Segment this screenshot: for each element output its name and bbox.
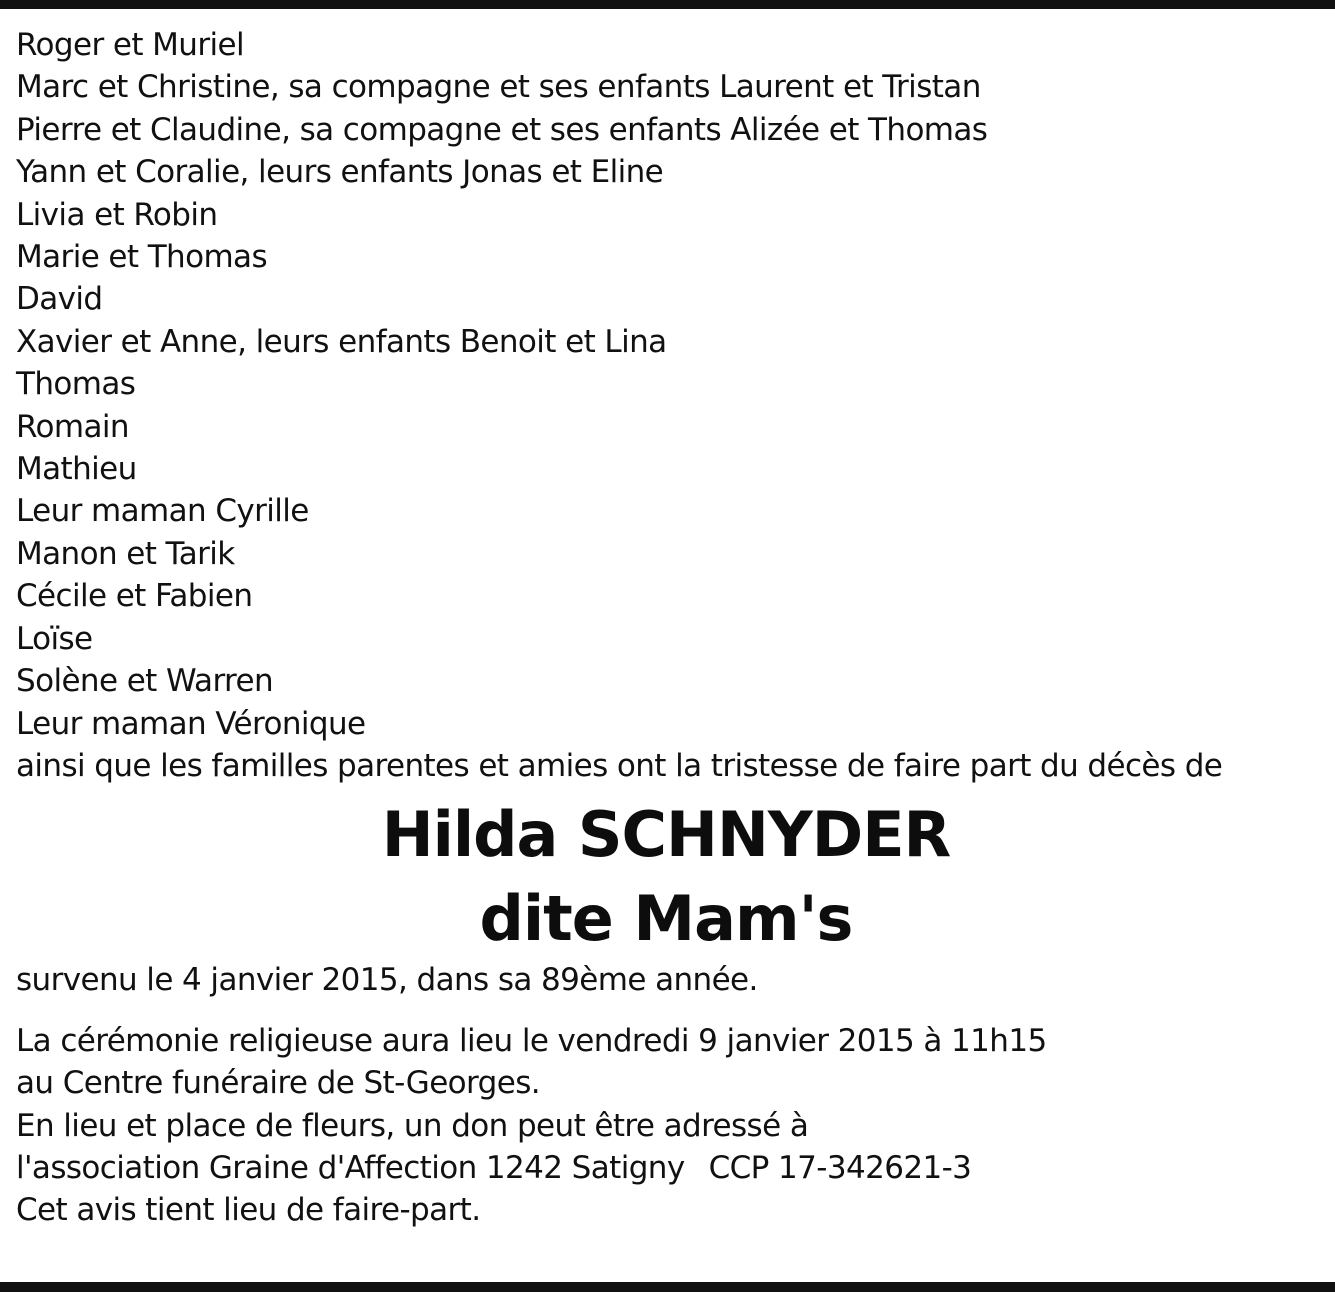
mourners-list [16,24,1316,745]
mourner-line: Marc et Christine, sa compagne et ses enfants Laurent et Tristan [16,69,981,106]
ceremony-line-location: au Centre funéraire de St-Georges. [16,1065,541,1102]
mourner-line: David [16,281,103,318]
deceased-name-block [16,793,1316,961]
mourner-line: Roger et Muriel [16,27,244,63]
bottom-border-rule [0,1282,1335,1292]
ceremony-details [16,1020,1316,1232]
mourner-line: Livia et Robin [16,196,218,233]
mourner-line: Solène et Warren [16,663,274,700]
deceased-name: Hilda SCHNYDER [381,798,951,872]
mourner-line: Leur maman Cyrille [16,493,309,530]
closing-line: Cet avis tient lieu de faire-part. [16,1192,481,1229]
association-line [16,1147,1316,1189]
ccp-number: CCP 17-342621-3 [708,1149,972,1186]
mourner-line: Loïse [16,620,93,657]
deceased-nickname: dite Mam's [479,882,853,956]
death-date-text: survenu le 4 janvier 2015, dans sa 89ème année. [16,962,758,999]
top-border-rule [0,0,1335,9]
ceremony-line-date: La cérémonie religieuse aura lieu le vendredi 9 janvier 2015 à 11h15 [16,1022,1047,1059]
obituary-notice [16,24,1316,1232]
mourner-line: Marie et Thomas [16,239,268,276]
mourner-line: Manon et Tarik [16,535,235,572]
mourner-line: Xavier et Anne, leurs enfants Benoit et Lina [16,323,667,360]
mourner-line: Romain [16,408,129,445]
mourner-line: Cécile et Fabien [16,578,253,615]
announcement-text: ainsi que les familles parentes et amies ont la tristesse de faire part du décès de [16,747,1223,784]
association-name: l'association Graine d'Affection 1242 Satigny [16,1149,685,1186]
mourner-line: Leur maman Véronique [16,705,366,742]
mourner-line: Yann et Coralie, leurs enfants Jonas et Eline [16,154,664,191]
mourner-line: Thomas [16,366,136,403]
mourner-line: Mathieu [16,451,137,488]
mourner-line: Pierre et Claudine, sa compagne et ses enfants Alizée et Thomas [16,111,988,148]
donation-line: En lieu et place de fleurs, un don peut être adressé à [16,1107,809,1144]
